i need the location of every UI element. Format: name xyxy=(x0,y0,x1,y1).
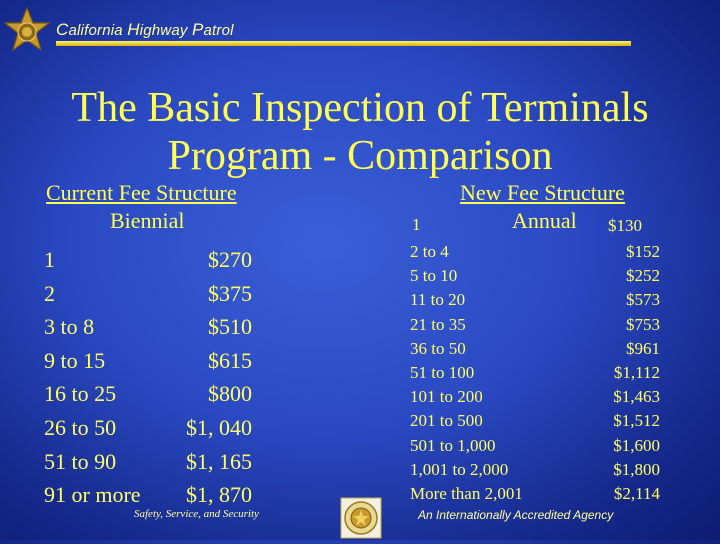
new-fee-row: 201 to 500 $1,512 xyxy=(410,411,660,431)
new-fee-row: 101 to 200 $1,463 xyxy=(410,387,660,407)
new-fee-row: More than 2,001 $2,114 xyxy=(410,483,660,503)
current-fee-heading: Current Fee Structure xyxy=(46,180,237,205)
new-fee-table xyxy=(410,240,660,506)
title-line-2: Program - Comparison xyxy=(167,133,553,179)
current-fee-row: 2 $375 xyxy=(44,280,252,306)
new-fee-row: 501 to 1,000 $1,600 xyxy=(410,435,660,455)
chp-star-badge-icon xyxy=(2,6,52,56)
new-fee-heading: New Fee Structure xyxy=(460,180,625,205)
new-fee-row: 5 to 10 $252 xyxy=(410,266,660,286)
current-fee-row: 51 to 90 $1, 165 xyxy=(44,448,252,474)
current-fee-period: Biennial xyxy=(110,208,185,233)
footer-motto: Safety, Service, and Security xyxy=(134,508,259,520)
new-fee-row: 1,001 to 2,000 $1,800 xyxy=(410,459,660,479)
accreditation-seal-icon xyxy=(340,497,382,539)
new-fee-row: 2 to 4 $152 xyxy=(410,242,660,261)
footer-accreditation: An Internationally Accredited Agency xyxy=(418,508,614,522)
current-fee-row: 1 $270 xyxy=(44,247,252,272)
current-fee-row: 26 to 50 $1, 040 xyxy=(44,414,252,440)
new-fee-row: 21 to 35 $753 xyxy=(410,314,660,334)
title-line-1: The Basic Inspection of Terminals xyxy=(71,85,649,131)
new-fee-period: Annual xyxy=(512,208,577,233)
current-fee-row: 91 or more $1, 870 xyxy=(44,482,252,508)
new-fee-row: 51 to 100 $1,112 xyxy=(410,362,660,382)
new-fee-first-fee: $130 xyxy=(608,216,642,235)
organization-name: California Highway Patrol xyxy=(56,20,234,39)
current-fee-row: 3 to 8 $510 xyxy=(44,314,252,340)
new-fee-row: 11 to 20 $573 xyxy=(410,290,660,310)
current-fee-row: 9 to 15 $615 xyxy=(44,347,252,373)
header-rule xyxy=(56,41,631,46)
slide-title xyxy=(20,84,700,180)
current-fee-row: 16 to 25 $800 xyxy=(44,381,252,407)
new-fee-first-range: 1 xyxy=(412,215,421,234)
new-fee-row: 36 to 50 $961 xyxy=(410,338,660,358)
current-fee-table xyxy=(44,243,284,512)
